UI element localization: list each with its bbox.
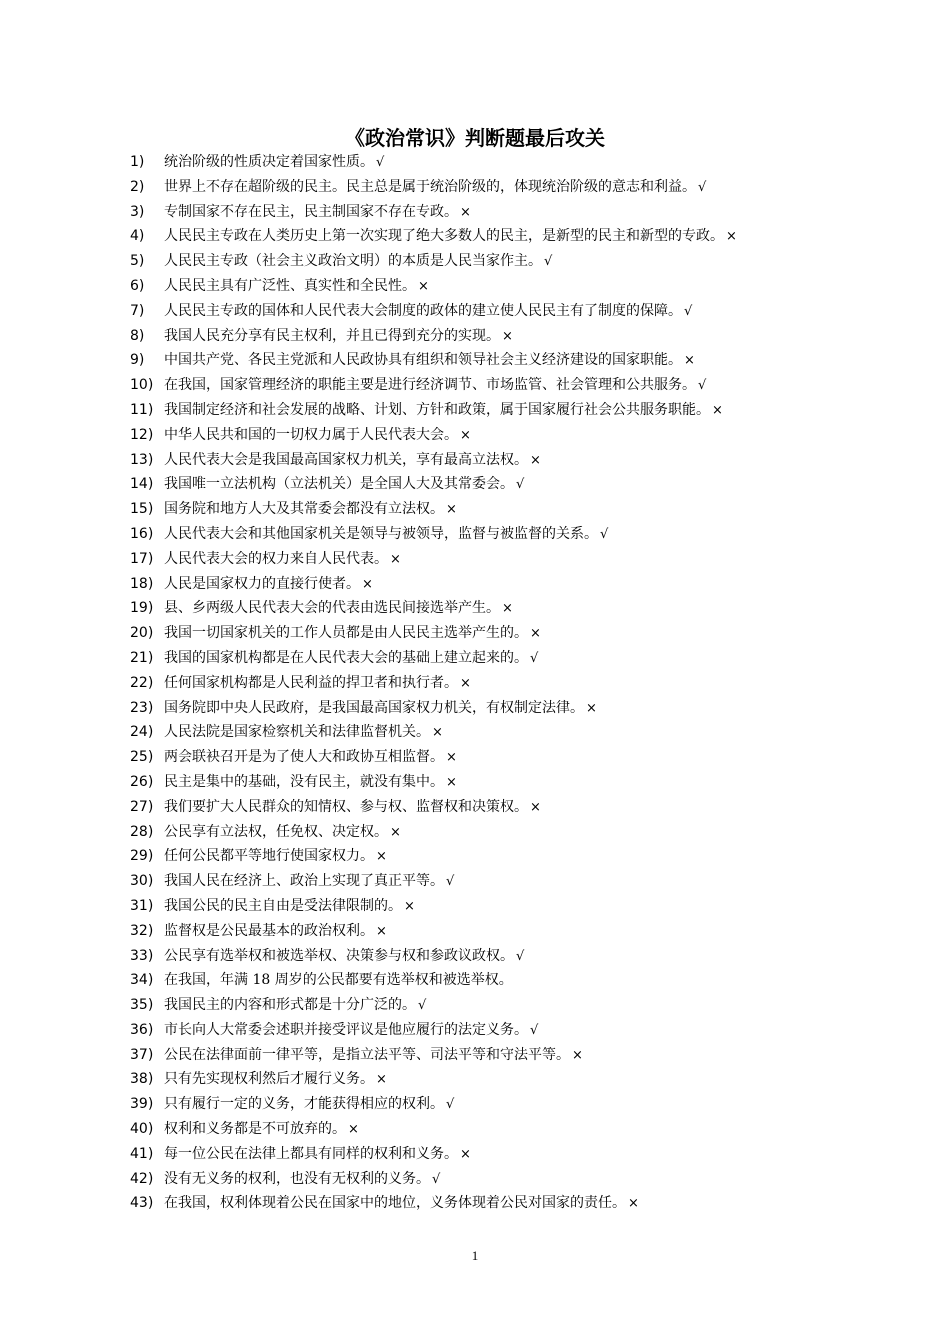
item-text xyxy=(164,646,538,672)
list-item xyxy=(130,572,870,597)
statement: 专制国家不存在民主，民主制国家不存在专政。 xyxy=(164,203,458,220)
check-mark: √ xyxy=(446,1097,455,1113)
list-item xyxy=(130,200,870,225)
list-item xyxy=(130,919,870,944)
cross-mark: × xyxy=(502,601,513,617)
item-number: 36) xyxy=(130,1021,154,1038)
item-number: 9) xyxy=(130,352,145,369)
statement: 任何国家机构都是人民利益的捍卫者和执行者。 xyxy=(164,674,458,691)
item-number: 26) xyxy=(130,773,154,790)
statement: 人民民主专政（社会主义政治文明）的本质是人民当家作主。 xyxy=(164,253,542,270)
item-number: 24) xyxy=(130,724,154,741)
check-mark: √ xyxy=(376,155,385,170)
list-item xyxy=(130,596,870,621)
item-number: 42) xyxy=(130,1170,154,1187)
cross-mark: × xyxy=(376,849,387,865)
cross-mark: × xyxy=(362,576,373,592)
item-number: 43) xyxy=(130,1195,154,1212)
item-number: 3) xyxy=(130,203,145,220)
item-text xyxy=(164,373,706,399)
item-number: 19) xyxy=(130,600,154,617)
list-item xyxy=(130,299,870,324)
item-text xyxy=(164,249,552,275)
statement: 统治阶级的性质决定着国家性质。 xyxy=(164,154,374,170)
check-mark: √ xyxy=(530,1022,539,1038)
list-item xyxy=(130,472,870,497)
item-text xyxy=(164,522,608,548)
cross-mark: × xyxy=(530,799,541,815)
list-item xyxy=(130,894,870,919)
statement: 公民享有选举权和被选举权、决策参与权和参政议政权。 xyxy=(164,947,514,964)
item-number: 35) xyxy=(130,997,154,1014)
item-text xyxy=(164,720,443,746)
list-item xyxy=(130,944,870,969)
list-item xyxy=(130,621,870,646)
list-item xyxy=(130,373,870,398)
list-item xyxy=(130,497,870,522)
item-text xyxy=(164,472,524,498)
item-number: 21) xyxy=(130,649,154,666)
statement: 人民民主专政的国体和人民代表大会制度的政体的建立使人民民主有了制度的保障。 xyxy=(164,302,682,319)
item-text xyxy=(164,869,454,895)
cross-mark: × xyxy=(530,626,541,642)
statement: 人民代表大会和其他国家机关是领导与被领导，监督与被监督的关系。 xyxy=(164,525,598,542)
list-item xyxy=(130,448,870,473)
statement: 我国人民在经济上、政治上实现了真正平等。 xyxy=(164,873,444,890)
statement: 任何公民都平等地行使国家权力。 xyxy=(164,848,374,865)
item-text xyxy=(164,944,524,970)
cross-mark: × xyxy=(404,898,415,914)
list-item xyxy=(130,1142,870,1167)
item-number: 12) xyxy=(130,426,154,443)
statement: 我国公民的民主自由是受法律限制的。 xyxy=(164,897,402,914)
item-number: 1) xyxy=(130,154,145,170)
statement: 没有无义务的权利，也没有无权利的义务。 xyxy=(164,1170,430,1187)
cross-mark: × xyxy=(446,502,457,518)
cross-mark: × xyxy=(376,923,387,939)
item-text xyxy=(164,572,373,598)
check-mark: √ xyxy=(698,378,707,394)
cross-mark: × xyxy=(390,824,401,840)
statement: 人民代表大会的权力来自人民代表。 xyxy=(164,550,388,567)
item-number: 37) xyxy=(130,1046,154,1063)
item-text xyxy=(164,1043,583,1069)
cross-mark: × xyxy=(460,427,471,443)
item-text xyxy=(164,1117,359,1143)
item-text xyxy=(164,398,723,424)
statement: 我们要扩大人民群众的知情权、参与权、监督权和决策权。 xyxy=(164,798,528,815)
statement: 国务院和地方人大及其常委会都没有立法权。 xyxy=(164,501,444,518)
list-item xyxy=(130,1018,870,1043)
item-number: 13) xyxy=(130,451,154,468)
item-number: 8) xyxy=(130,327,145,344)
item-text xyxy=(164,621,541,647)
check-mark: √ xyxy=(544,254,553,270)
cross-mark: × xyxy=(460,204,471,220)
check-mark: √ xyxy=(516,948,525,964)
list-item xyxy=(130,820,870,845)
cross-mark: × xyxy=(586,700,597,716)
item-text xyxy=(164,1067,387,1093)
cross-mark: × xyxy=(572,1047,583,1063)
item-text xyxy=(164,274,429,300)
item-text xyxy=(164,795,541,821)
item-number: 41) xyxy=(130,1145,154,1162)
item-text xyxy=(164,200,471,226)
cross-mark: × xyxy=(446,750,457,766)
statement: 公民在法律面前一律平等，是指立法平等、司法平等和守法平等。 xyxy=(164,1046,570,1063)
page-title: 《政治常识》判断题最后攻关 xyxy=(345,126,605,150)
check-mark: √ xyxy=(698,179,707,195)
item-text xyxy=(164,448,541,474)
list-item xyxy=(130,1191,870,1216)
item-number: 10) xyxy=(130,377,154,394)
statement: 市长向人大常委会述职并接受评议是他应履行的法定义务。 xyxy=(164,1021,528,1038)
item-number: 7) xyxy=(130,302,145,319)
statement: 我国民主的内容和形式都是十分广泛的。 xyxy=(164,997,416,1014)
statement: 我国制定经济和社会发展的战略、计划、方针和政策，属于国家履行社会公共服务职能。 xyxy=(164,401,710,418)
statement: 中华人民共和国的一切权力属于人民代表大会。 xyxy=(164,426,458,443)
item-number: 16) xyxy=(130,525,154,542)
list-item xyxy=(130,968,870,993)
item-text xyxy=(164,497,457,523)
list-item xyxy=(130,224,870,249)
item-number: 14) xyxy=(130,476,154,493)
item-number: 4) xyxy=(130,228,145,245)
statement: 在我国，国家管理经济的职能主要是进行经济调节、市场监管、社会管理和公共服务。 xyxy=(164,377,696,394)
cross-mark: × xyxy=(460,1146,471,1162)
item-text xyxy=(164,324,513,350)
list-item xyxy=(130,844,870,869)
list-item xyxy=(130,522,870,547)
list-item xyxy=(130,795,870,820)
item-text xyxy=(164,150,384,176)
item-text xyxy=(164,224,737,250)
list-item xyxy=(130,646,870,671)
list-item xyxy=(130,1167,870,1192)
item-text xyxy=(164,1018,538,1044)
list-item xyxy=(130,770,870,795)
item-number: 5) xyxy=(130,253,145,270)
list-item xyxy=(130,1043,870,1068)
cross-mark: × xyxy=(446,774,457,790)
item-text xyxy=(164,919,387,945)
item-number: 29) xyxy=(130,848,154,865)
item-number: 33) xyxy=(130,947,154,964)
list-item xyxy=(130,249,870,274)
check-mark: √ xyxy=(516,477,525,493)
cross-mark: × xyxy=(348,1122,359,1138)
cross-mark: × xyxy=(502,328,513,344)
item-text xyxy=(164,745,457,771)
check-mark: √ xyxy=(530,650,539,666)
list-item xyxy=(130,720,870,745)
item-number: 17) xyxy=(130,550,154,567)
statement: 在我国，年满 18 周岁的公民都要有选举权和被选举权。 xyxy=(164,972,513,989)
statement: 人民民主专政在人类历史上第一次实现了绝大多数人的民主，是新型的民主和新型的专政。 xyxy=(164,228,724,245)
statement: 人民法院是国家检察机关和法律监督机关。 xyxy=(164,724,430,741)
statement: 中国共产党、各民主党派和人民政协具有组织和领导社会主义经济建设的国家职能。 xyxy=(164,352,682,369)
statement: 在我国，权利体现着公民在国家中的地位，义务体现着公民对国家的责任。 xyxy=(164,1195,626,1212)
statement: 人民代表大会是我国最高国家权力机关，享有最高立法权。 xyxy=(164,451,528,468)
item-number: 15) xyxy=(130,501,154,518)
statement: 国务院即中央人民政府，是我国最高国家权力机关，有权制定法律。 xyxy=(164,699,584,716)
list-item xyxy=(130,1092,870,1117)
item-number: 6) xyxy=(130,277,145,294)
list-item xyxy=(130,324,870,349)
list-item xyxy=(130,547,870,572)
cross-mark: × xyxy=(460,675,471,691)
statement: 我国一切国家机关的工作人员都是由人民民主选举产生的。 xyxy=(164,625,528,642)
statement: 公民享有立法权，任免权、决定权。 xyxy=(164,823,388,840)
list-item xyxy=(130,1117,870,1142)
question-list xyxy=(130,150,870,1216)
list-item xyxy=(130,175,870,200)
item-number: 39) xyxy=(130,1096,154,1113)
cross-mark: × xyxy=(432,725,443,741)
item-number: 18) xyxy=(130,575,154,592)
list-item xyxy=(130,274,870,299)
item-number: 2) xyxy=(130,178,145,195)
statement: 人民民主具有广泛性、真实性和全民性。 xyxy=(164,277,416,294)
item-number: 22) xyxy=(130,674,154,691)
list-item xyxy=(130,869,870,894)
list-item xyxy=(130,696,870,721)
item-text xyxy=(164,844,387,870)
item-number: 40) xyxy=(130,1121,154,1138)
cross-mark: × xyxy=(628,1196,639,1212)
item-text xyxy=(164,696,597,722)
statement: 两会联袂召开是为了使人大和政协互相监督。 xyxy=(164,749,444,766)
check-mark: √ xyxy=(600,526,609,542)
cross-mark: × xyxy=(530,452,541,468)
item-number: 11) xyxy=(130,401,154,418)
item-number: 31) xyxy=(130,897,154,914)
item-text xyxy=(164,175,706,201)
statement: 只有履行一定的义务，才能获得相应的权利。 xyxy=(164,1096,444,1113)
item-number: 28) xyxy=(130,823,154,840)
cross-mark: × xyxy=(726,229,737,245)
item-text xyxy=(164,1167,440,1193)
list-item xyxy=(130,398,870,423)
statement: 民主是集中的基础，没有民主，就没有集中。 xyxy=(164,773,444,790)
item-number: 25) xyxy=(130,749,154,766)
item-text xyxy=(164,348,695,374)
statement: 权利和义务都是不可放弃的。 xyxy=(164,1121,346,1138)
statement: 我国人民充分享有民主权利，并且已得到充分的实现。 xyxy=(164,327,500,344)
page-number: 1 xyxy=(471,1248,479,1263)
item-text xyxy=(164,894,415,920)
item-text xyxy=(164,1191,639,1217)
item-number: 20) xyxy=(130,625,154,642)
cross-mark: × xyxy=(684,353,695,369)
list-item xyxy=(130,423,870,448)
statement: 我国的国家机构都是在人民代表大会的基础上建立起来的。 xyxy=(164,649,528,666)
item-number: 23) xyxy=(130,699,154,716)
item-number: 38) xyxy=(130,1071,154,1088)
check-mark: √ xyxy=(446,874,455,890)
check-mark: √ xyxy=(418,998,427,1014)
item-number: 32) xyxy=(130,922,154,939)
list-item xyxy=(130,1067,870,1092)
item-number: 27) xyxy=(130,798,154,815)
item-text xyxy=(164,820,401,846)
statement: 监督权是公民最基本的政治权利。 xyxy=(164,922,374,939)
check-mark: √ xyxy=(432,1171,441,1187)
cross-mark: × xyxy=(712,402,723,418)
item-text xyxy=(164,1092,454,1118)
item-text xyxy=(164,968,515,994)
item-text xyxy=(164,596,513,622)
statement: 每一位公民在法律上都具有同样的权利和义务。 xyxy=(164,1145,458,1162)
check-mark: √ xyxy=(684,303,693,319)
list-item xyxy=(130,671,870,696)
list-item xyxy=(130,150,870,175)
item-text xyxy=(164,547,401,573)
item-text xyxy=(164,1142,471,1168)
item-text xyxy=(164,671,471,697)
statement: 我国唯一立法机构（立法机关）是全国人大及其常委会。 xyxy=(164,476,514,493)
cross-mark: × xyxy=(418,278,429,294)
cross-mark: × xyxy=(390,551,401,567)
statement: 县、乡两级人民代表大会的代表由选民间接选举产生。 xyxy=(164,600,500,617)
statement: 只有先实现权利然后才履行义务。 xyxy=(164,1071,374,1088)
item-number: 34) xyxy=(130,972,154,989)
item-text xyxy=(164,770,457,796)
item-text xyxy=(164,993,426,1019)
list-item xyxy=(130,745,870,770)
item-text xyxy=(164,423,471,449)
list-item xyxy=(130,348,870,373)
cross-mark: × xyxy=(376,1072,387,1088)
item-number: 30) xyxy=(130,873,154,890)
item-text xyxy=(164,299,692,325)
list-item xyxy=(130,993,870,1018)
statement: 世界上不存在超阶级的民主。民主总是属于统治阶级的，体现统治阶级的意志和利益。 xyxy=(164,178,696,195)
statement: 人民是国家权力的直接行使者。 xyxy=(164,575,360,592)
